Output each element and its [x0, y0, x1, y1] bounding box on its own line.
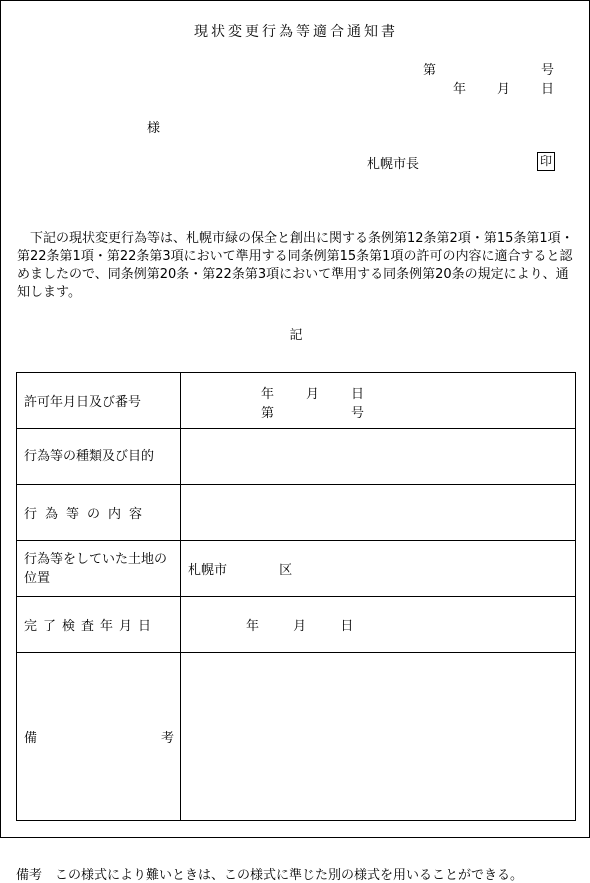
notice-body: 下記の現状変更行為等は、札幌市緑の保全と創出に関する条例第12条第2項・第15条第1項・第22条第1項・第22条第3項において準用する同条例第15条第1項の許可の内容に適合すると認めましたので、同条例第20条・第22条第3項において準用する同条例第20条の規定により、通知します。	[17, 231, 574, 300]
notice-table	[16, 372, 576, 821]
permit-label-cell	[17, 373, 181, 429]
permit-no-prefix: 第	[261, 405, 275, 421]
table-row-inspection	[17, 597, 576, 653]
permit-day: 日	[351, 386, 365, 402]
location-label-cell	[17, 541, 181, 597]
number-suffix: 号	[541, 63, 555, 78]
inspection-month: 月	[293, 619, 307, 634]
type-value-cell	[181, 429, 576, 485]
seal-text: 印	[537, 152, 555, 171]
permit-value-cell	[181, 373, 576, 429]
inspection-label-cell	[17, 597, 181, 653]
location-city: 札幌市	[188, 563, 228, 578]
location-label-text: 行為等をしていた土地の位置	[24, 551, 168, 586]
content-label-text: 行為等の内容	[24, 507, 151, 522]
ki-heading: 記	[289, 328, 303, 343]
location-ward: 区	[279, 563, 293, 578]
document-title: 現状変更行為等適合通知書	[194, 24, 398, 40]
location-value-cell	[181, 541, 576, 597]
footnote: 備考 この様式により難いときは、この様式に準じた別の様式を用いることができる。	[16, 868, 524, 883]
remarks-label	[24, 727, 174, 746]
date-month: 月	[497, 82, 511, 97]
inspection-label-text: 完了検査年月日	[24, 619, 158, 634]
table-row-type	[17, 429, 576, 485]
type-label-cell	[17, 429, 181, 485]
table-row-location	[17, 541, 576, 597]
addressee-suffix: 様	[147, 121, 161, 136]
remarks-label-a: 備	[24, 731, 38, 746]
date-day: 日	[541, 82, 555, 97]
inspection-day: 日	[340, 619, 354, 634]
permit-year: 年	[261, 386, 275, 402]
inspection-value-cell	[181, 597, 576, 653]
permit-label	[24, 391, 174, 410]
content-label-cell	[17, 485, 181, 541]
table-row-permit	[17, 373, 576, 429]
number-prefix: 第	[423, 63, 437, 78]
type-label-text: 行為等の種類及び目的	[24, 449, 155, 464]
date-year: 年	[453, 82, 467, 97]
table-row-content	[17, 485, 576, 541]
remarks-label-cell	[17, 653, 181, 821]
seal-mark	[537, 152, 555, 171]
inspection-year: 年	[246, 619, 260, 634]
remarks-value-cell	[181, 653, 576, 821]
permit-month: 月	[306, 386, 320, 402]
issuer-name: 札幌市長	[367, 157, 420, 172]
permit-label-text: 許可年月日及び番号	[24, 395, 142, 410]
permit-no-suffix: 号	[351, 405, 365, 421]
table-row-remarks	[17, 653, 576, 821]
remarks-label-b: 考	[160, 731, 174, 746]
content-value-cell	[181, 485, 576, 541]
